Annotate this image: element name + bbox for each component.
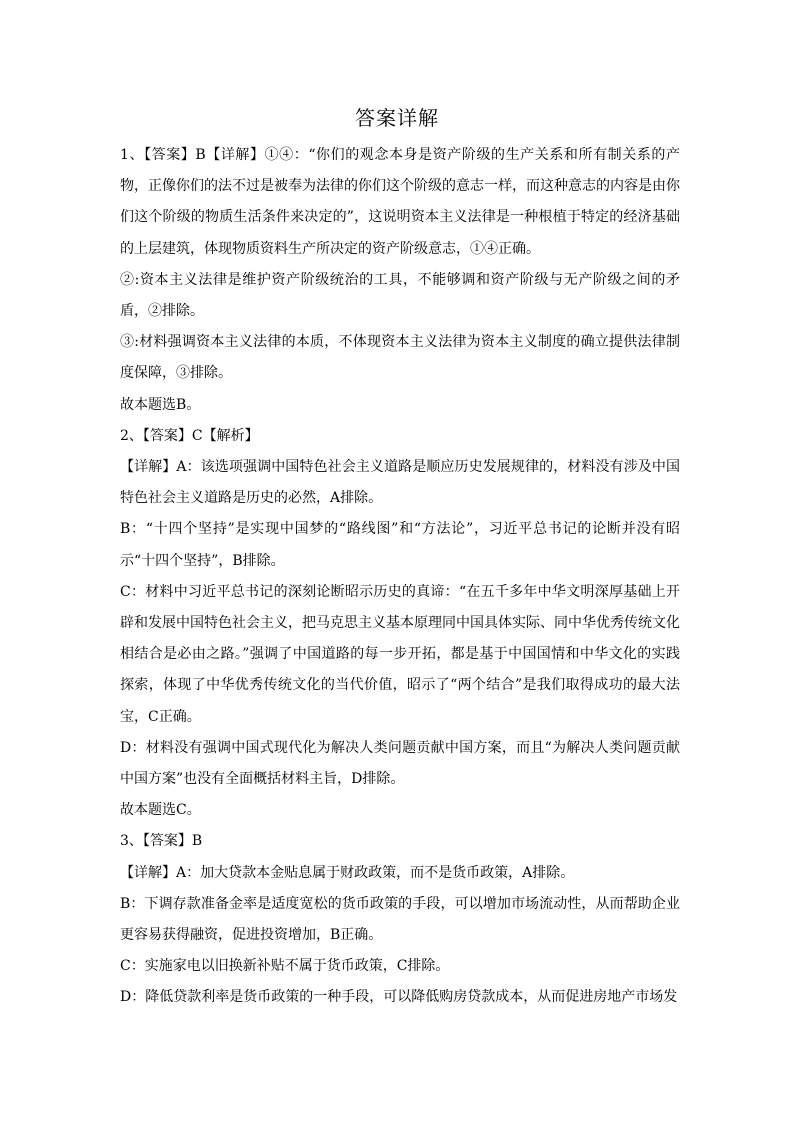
paragraph-q3-option-d: D：降低贷款利率是货币政策的一种手段，可以降低购房贷款成本，从而促进房地产市场发 bbox=[120, 989, 678, 1006]
paragraph-q2-option-c: C：材料中习近平总书记的深刻论断昭示历史的真谛：“在五千多年中华文明深厚基础上开辟和发展中国特色社会主义，把马克思主义基本原理同中国具体实际、同中华优秀传统文化相结合是必由之路。”强调了中国道路的每一步开拓，都是基于中国国情和中华文化的实践探索，体现了中华优秀传统文化的当代价值，昭示了“两个结合”是我们取得成功的最大法宝，C正确。 bbox=[120, 583, 680, 725]
paragraph-q1-answer: 1、【答案】B【详解】①④：“你们的观念本身是资产阶级的生产关系和所有制关系的产物，正像你们的法不过是被奉为法律的你们这个阶级的意志一样，而这种意志的内容是由你们这个阶级的物质生活条件来决定的”，这说明资本主义法律是一种根植于特定的经济基础的上层建筑，体现物质资料生产所决定的资产阶级意志，①④正确。 bbox=[120, 147, 680, 257]
page-title: 答案详解 bbox=[355, 106, 439, 130]
paragraph-q2-option-d: D：材料没有强调中国式现代化为解决人类问题贡献中国方案，而且“为解决人类问题贡献中国方案”也没有全面概括材料主旨，D排除。 bbox=[120, 739, 680, 788]
paragraph-q2-conclusion: 故本题选C。 bbox=[120, 802, 201, 819]
paragraph-q2-header: 2、【答案】C【解析】 bbox=[120, 427, 259, 444]
paragraph-q2-option-a: 【详解】A：该选项强调中国特色社会主义道路是顺应历史发展规律的，材料没有涉及中国特色社会主义道路是历史的必然，A排除。 bbox=[120, 459, 680, 507]
paragraph-q1-conclusion: 故本题选B。 bbox=[120, 396, 201, 413]
paragraph-q1-option2: ②:资本主义法律是维护资产阶级统治的工具，不能够调和资产阶级与无产阶级之间的矛盾，②排除。 bbox=[120, 271, 680, 320]
paragraph-q3-option-c: C：实施家电以旧换新补贴不属于货币政策，C排除。 bbox=[120, 958, 450, 975]
document-body bbox=[120, 140, 680, 1014]
paragraph-q2-option-b: B：“十四个坚持”是实现中国梦的“路线图”和“方法论”，习近平总书记的论断并没有昭示“十四个坚持”，B排除。 bbox=[120, 521, 680, 569]
paragraph-q3-option-a: 【详解】A：加大贷款本金贴息属于财政政策，而不是货币政策，A排除。 bbox=[120, 864, 575, 881]
paragraph-q1-option3: ③:材料强调资本主义法律的本质，不体现资本主义法律为资本主义制度的确立提供法律制度保障，③排除。 bbox=[120, 334, 680, 382]
paragraph-q3-header: 3、【答案】B bbox=[120, 833, 203, 850]
paragraph-q3-option-b: B：下调存款准备金率是适度宽松的货币政策的手段，可以增加市场流动性，从而帮助企业更容易获得融资，促进投资增加，B正确。 bbox=[120, 895, 680, 944]
